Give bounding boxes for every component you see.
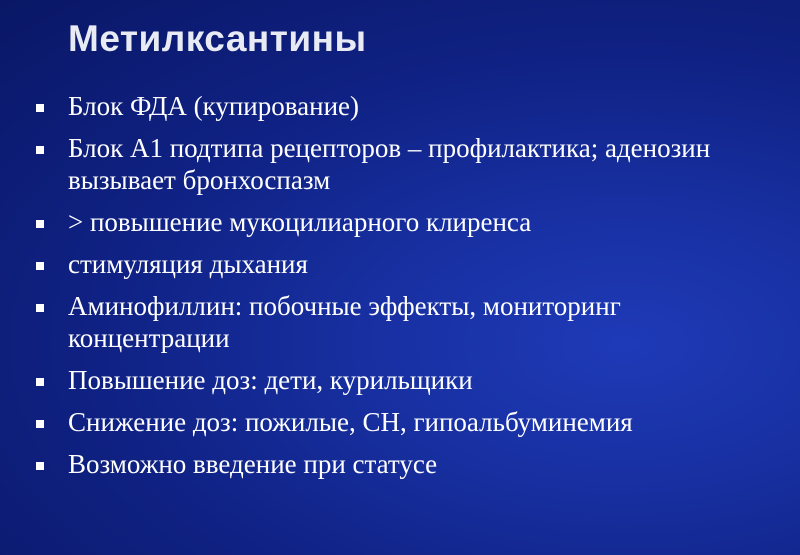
square-bullet-icon	[36, 378, 44, 386]
bullet-text: Блок А1 подтипа рецепторов – профилактика; аденозин вызывает бронхоспазм	[68, 133, 711, 195]
bullet-text: стимуляция дыхания	[68, 249, 308, 279]
bullet-text: > повышение мукоцилиарного клиренса	[68, 207, 532, 237]
bullet-item	[34, 406, 784, 438]
square-bullet-icon	[36, 462, 44, 470]
bullet-item	[34, 448, 784, 480]
square-bullet-icon	[36, 146, 44, 154]
square-bullet-icon	[36, 420, 44, 428]
bullet-text: Блок ФДА (купирование)	[68, 91, 359, 121]
square-bullet-icon	[36, 304, 44, 312]
bullet-item	[34, 206, 784, 238]
square-bullet-icon	[36, 262, 44, 270]
bullet-item	[34, 90, 784, 122]
bullet-item	[34, 364, 784, 396]
bullet-item	[34, 248, 784, 280]
bullet-item	[34, 290, 784, 354]
square-bullet-icon	[36, 220, 44, 228]
bullet-text: Возможно введение при статусе	[68, 449, 438, 479]
bullet-text: Аминофиллин: побочные эффекты, мониторинг концентрации	[68, 291, 621, 353]
square-bullet-icon	[36, 104, 44, 112]
bullet-text: Снижение доз: пожилые, СН, гипоальбуминемия	[68, 407, 633, 437]
slide-title: Метилксантины	[68, 18, 367, 59]
bullet-text: Повышение доз: дети, курильщики	[68, 365, 473, 395]
bullet-list	[34, 90, 784, 490]
bullet-item	[34, 132, 784, 196]
